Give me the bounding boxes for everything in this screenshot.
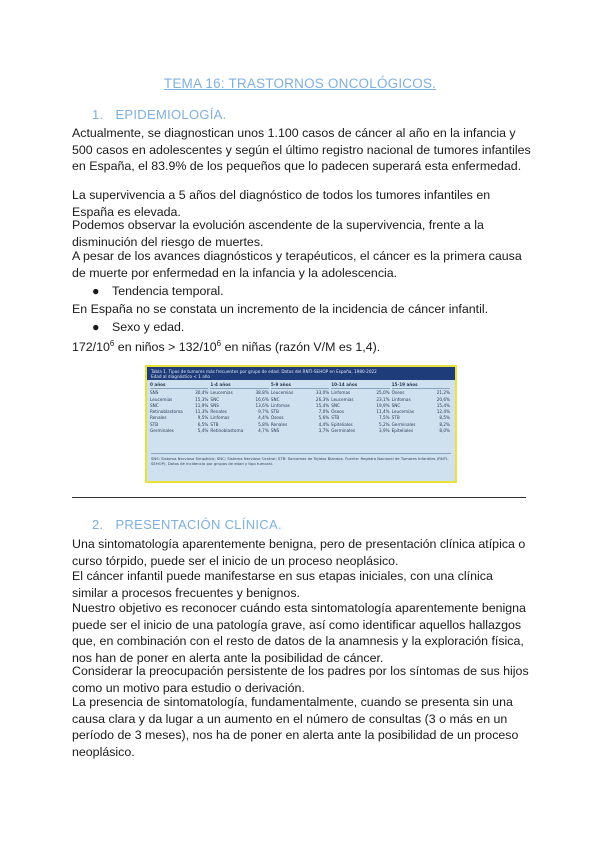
table-column-header: 1-4 años (210, 382, 268, 389)
table-columns (147, 380, 455, 434)
table-cell-percent: 8,2% (439, 421, 451, 427)
table-cell-percent: 5,6% (318, 415, 330, 421)
table-column-header: 5-9 años (271, 382, 329, 389)
table-cell-percent: 23,1% (376, 396, 390, 402)
table-cell-percent: 3,9% (378, 428, 390, 434)
table-row (150, 428, 208, 434)
table-cell-type: STB (150, 421, 159, 427)
section-2-paragraph-5: La presencia de sintomatología, fundamentalmente, cuando se presenta sin una causa clara y da lugar a un aumento en el número de consultas (3 o más en un período de 3 meses), nos ha de poner en alerta ante la posibilidad de un proceso neoplásico. (72, 695, 519, 759)
table-cell-percent: 7,0% (318, 409, 330, 415)
table-column (210, 382, 270, 434)
incidence-table-image (145, 365, 457, 483)
table-cell-percent: 19,9% (376, 402, 390, 408)
table-cell-percent: 12,4% (436, 409, 451, 415)
table-row (271, 428, 329, 434)
table-cell-type: Linfomas (210, 415, 230, 421)
ratio-text (72, 339, 532, 356)
bullet-tendencia-label: Tendencia temporal. (112, 284, 224, 298)
table-cell-percent: 9,5% (197, 415, 209, 421)
table-column (271, 382, 331, 434)
table-cell-percent: 4,7% (258, 428, 269, 434)
table-cell-type: Leucemias (150, 396, 173, 402)
table-subcaption: Edad al diagnóstico < 1 año (151, 374, 210, 379)
table-cell-percent: 4,4% (258, 415, 269, 421)
table-cell-type: SNS (270, 428, 280, 434)
table-cell-type: STB (210, 421, 219, 427)
ratio-part-c: en niñas (razón V/M es 1,4). (221, 340, 381, 354)
table-cell-percent: 25,0% (376, 390, 390, 396)
table-cell-type: Renales (210, 409, 227, 415)
table-row (210, 428, 268, 434)
ratio-part-a: 172/10 (72, 340, 110, 354)
table-cell-percent: 30,4% (195, 390, 209, 396)
table-cell-percent: 16,6% (255, 396, 269, 402)
table-column-header: 15-19 años (392, 382, 450, 389)
table-cell-type: Leucemias (331, 396, 354, 402)
table-cell-percent: 33,0% (315, 390, 330, 396)
table-cell-type: Linfomas (270, 402, 290, 408)
table-cell-type: STB (270, 409, 279, 415)
section-2-title: PRESENTACIÓN CLÍNICA. (115, 517, 282, 532)
section-2-heading (92, 517, 282, 532)
section-1-number: 1. (92, 107, 104, 122)
ratio-exp-2: 6 (216, 339, 222, 348)
table-footnote: SNS: Sistema Nervioso Simpático; SNC: Sistema Nervioso Central; STB: Sarcomas de Tejidos Blandos. Fuente: Registro Nacional de Tumores Infantiles (RNTI-SEHOP). Datos de incidencia por grupos de edad y tipo tumoral. (151, 453, 451, 466)
table-cell-percent: 6,5% (197, 421, 209, 427)
table-cell-percent: 5,2% (378, 421, 390, 427)
table-cell-type: Germinales (150, 428, 174, 434)
table-cell-type: Linfomas (331, 390, 351, 396)
table-cell-percent: 15,4% (436, 402, 451, 408)
table-cell-percent: 8,5% (439, 415, 451, 421)
table-row (392, 428, 450, 434)
table-cell-type: Leucemias (270, 390, 294, 396)
ratio-exp-1: 6 (109, 339, 115, 348)
table-header (147, 367, 455, 380)
table-cell-percent: 38,8% (255, 390, 269, 396)
bullet-tendencia (92, 283, 224, 300)
table-cell-percent: 9,7% (258, 409, 269, 415)
section-1-paragraph-3: Podemos observar la evolución ascendente de la supervivencia, frente a la disminución del riesgo de muertes. (72, 218, 484, 249)
table-column-header: 10-14 años (331, 382, 389, 389)
table-cell-type: Retinoblastoma (210, 428, 244, 434)
table-cell-type: Germinales (391, 421, 416, 427)
table-cell-percent: 5,4% (197, 428, 209, 434)
table-cell-percent: 20,6% (436, 396, 451, 402)
section-2-number: 2. (92, 517, 104, 532)
table-row (331, 428, 389, 434)
section-2-paragraph-2: El cáncer infantil puede manifestarse en sus etapas iniciales, con una clínica similar a procesos frecuentes y benignos. (72, 569, 493, 600)
section-2-paragraph-1: Una sintomatología aparentemente benigna, pero de presentación clínica atípica o curso tórpido, puede ser el inicio de un proceso neoplásico. (72, 537, 526, 568)
table-cell-type: SNS (150, 390, 159, 396)
table-cell-percent: 4,4% (318, 421, 330, 427)
table-cell-type: Leucemias (391, 409, 414, 415)
tendencia-text: En España no se constata un incremento de la incidencia de cáncer infantil. (72, 302, 489, 316)
table-cell-type: Leucemias (210, 390, 233, 396)
table-cell-type: Germinales (331, 428, 356, 434)
section-1-heading (92, 107, 227, 122)
table-cell-type: Retinoblastoma (150, 409, 183, 415)
section-2-paragraph-3: Nuestro objetivo es reconocer cuándo esta sintomatología aparentemente benigna puede ser el inicio de una patología grave, así como identificar aquellos hallazgos que, en combinación con el resto de datos de la anamnesis y la exploración física, nos han de poner en alerta ante la posibilidad de cáncer. (72, 601, 526, 665)
table-cell-type: Epiteliales (391, 428, 414, 434)
section-divider (72, 497, 526, 498)
table-cell-type: Óseos (270, 415, 284, 421)
section-1-paragraph-2: La supervivencia a 5 años del diagnóstico de todos los tumores infantiles en España es elevada. (72, 188, 491, 219)
page-title: TEMA 16: TRASTORNOS ONCOLÓGICOS. (163, 76, 437, 91)
section-1-paragraph-1: Actualmente, se diagnostican unos 1.100 casos de cáncer al año en la infancia y 500 casos en adolescentes y según el último registro nacional de tumores infantiles en España, el 83.9% de los pequeños que lo padecen superará esta enfermedad. (72, 126, 531, 174)
section-1-paragraph-4: A pesar de los avances diagnósticos y terapéuticos, el cáncer es la primera causa de muerte por enfermedad en la infancia y la adolescencia. (72, 249, 522, 280)
table-cell-type: Renales (270, 421, 288, 427)
table-cell-type: Óseos (331, 409, 345, 415)
table-cell-type: Epiteliales (331, 421, 353, 427)
table-cell-percent: 11,9% (195, 402, 209, 408)
table-cell-type: SNS (210, 402, 219, 408)
bullet-sexo-edad-label: Sexo y edad. (112, 320, 185, 334)
table-cell-percent: 5,8% (258, 421, 269, 427)
table-cell-percent: 11,3% (195, 409, 209, 415)
table-cell-percent: 13,6% (255, 402, 269, 408)
table-cell-type: SNC (391, 402, 401, 408)
table-cell-type: SNC (270, 396, 280, 402)
table-cell-type: Linfomas (391, 396, 411, 402)
ratio-part-b: en niños > 132/10 (114, 340, 217, 354)
table-cell-percent: 11,4% (376, 409, 390, 415)
table-cell-percent: 21,2% (436, 390, 451, 396)
table-column (331, 382, 391, 434)
table-column (150, 382, 210, 434)
table-cell-percent: 7,5% (378, 415, 390, 421)
table-cell-type: Óseos (391, 390, 405, 396)
bullet-dot: ● (92, 320, 100, 334)
table-cell-percent: 15,4% (315, 402, 330, 408)
section-2-paragraph-4: Considerar la preocupación persistente de los padres por los síntomas de sus hijos como un motivo para estudio o derivación. (72, 664, 529, 695)
table-cell-type: STB (391, 415, 400, 421)
bullet-dot: ● (92, 284, 100, 298)
table-column-header: 0 años (150, 382, 208, 389)
table-cell-type: SNC (210, 396, 220, 402)
table-column (392, 382, 452, 434)
table-cell-type: Renales (150, 415, 167, 421)
table-cell-percent: 8,0% (439, 428, 451, 434)
table-cell-percent: 15,3% (195, 396, 209, 402)
bullet-sexo-edad (92, 319, 184, 336)
table-cell-type: STB (331, 415, 340, 421)
section-1-title: EPIDEMIOLOGÍA. (115, 107, 227, 122)
table-cell-type: SNC (150, 402, 159, 408)
table-cell-percent: 26,3% (315, 396, 330, 402)
table-caption: Tabla 1. Tipos de tumores más frecuentes por grupo de edad. Datos del RNTI-SEHOP en España, 1980-2022 (151, 369, 377, 374)
table-cell-percent: 3,7% (318, 428, 330, 434)
table-cell-type: SNC (331, 402, 340, 408)
